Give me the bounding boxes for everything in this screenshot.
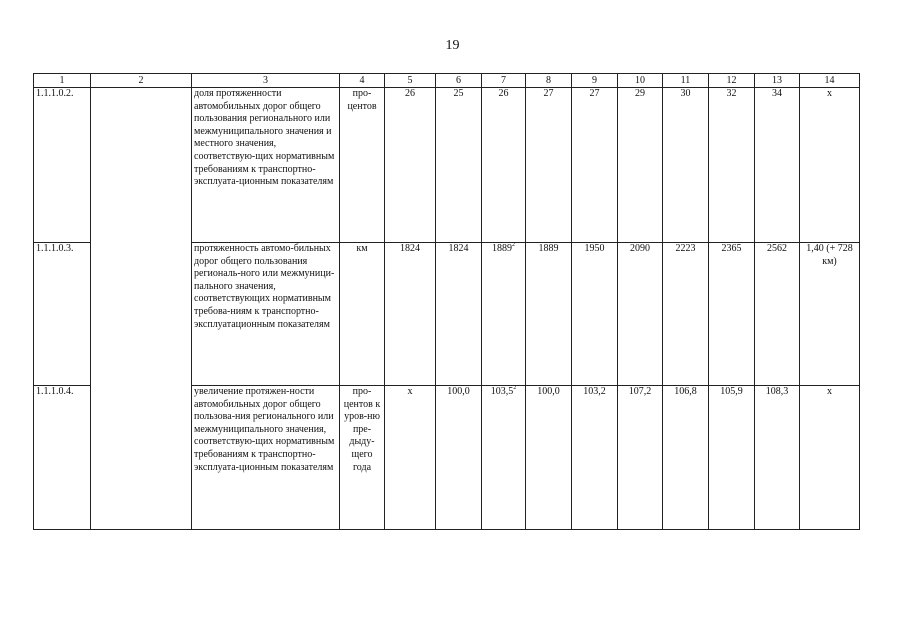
value-cell: 2562 bbox=[755, 243, 800, 386]
value-cell: 2223 bbox=[663, 243, 709, 386]
value-cell: 27 bbox=[572, 88, 618, 243]
header-cell: 8 bbox=[526, 74, 572, 88]
indicator-code: 1.1.1.0.2. bbox=[34, 88, 91, 243]
value-cell: 100,0 bbox=[436, 386, 482, 530]
table-row bbox=[34, 88, 860, 243]
header-cell: 5 bbox=[385, 74, 436, 88]
value-cell: 107,2 bbox=[618, 386, 663, 530]
header-cell: 11 bbox=[663, 74, 709, 88]
value-cell: 26 bbox=[385, 88, 436, 243]
indicator-unit: про-центов к уров-ню пре-дыду-щего года bbox=[340, 386, 385, 530]
indicator-table bbox=[33, 73, 860, 530]
value-cell: 108,3 bbox=[755, 386, 800, 530]
value-cell: 103,2 bbox=[572, 386, 618, 530]
header-cell: 12 bbox=[709, 74, 755, 88]
indicator-unit: про-центов bbox=[340, 88, 385, 243]
indicator-description: доля протяженности автомобильных дорог общего пользования регионального или межмуниципального значения и местного значения, соответствую-щих нормативным требованиям к транспортно-эксплуата-ционным показателям bbox=[192, 88, 340, 243]
value-cell: 1950 bbox=[572, 243, 618, 386]
header-cell: 1 bbox=[34, 74, 91, 88]
value-cell bbox=[482, 243, 526, 386]
indicator-code: 1.1.1.0.3. bbox=[34, 243, 91, 386]
value-cell: х bbox=[385, 386, 436, 530]
value-cell: 27 bbox=[526, 88, 572, 243]
value-cell: 26 bbox=[482, 88, 526, 243]
total-cell: 1,40 (+ 728 км) bbox=[800, 243, 860, 386]
footnote-mark: 2 bbox=[512, 242, 515, 248]
total-cell: х bbox=[800, 88, 860, 243]
empty-column-2 bbox=[91, 88, 192, 530]
header-cell: 10 bbox=[618, 74, 663, 88]
header-cell: 7 bbox=[482, 74, 526, 88]
value-cell: 30 bbox=[663, 88, 709, 243]
header-cell: 2 bbox=[91, 74, 192, 88]
value-cell: 100,0 bbox=[526, 386, 572, 530]
value-cell bbox=[482, 386, 526, 530]
header-cell: 3 bbox=[192, 74, 340, 88]
value-cell: 1824 bbox=[385, 243, 436, 386]
value-cell: 106,8 bbox=[663, 386, 709, 530]
header-cell: 4 bbox=[340, 74, 385, 88]
header-row bbox=[34, 74, 860, 88]
indicator-code: 1.1.1.0.4. bbox=[34, 386, 91, 530]
page-number: 19 bbox=[445, 38, 460, 53]
value-cell: 2090 bbox=[618, 243, 663, 386]
value-text: 1889 bbox=[492, 243, 512, 254]
value-cell: 2365 bbox=[709, 243, 755, 386]
value-cell: 25 bbox=[436, 88, 482, 243]
indicator-description: протяженность автомо-бильных дорог общего пользования региональ-ного или межмуници-пального значения, соответствующих нормативным требова-ниям к транспортно-эксплуатационным показателям bbox=[192, 243, 340, 386]
value-cell: 1889 bbox=[526, 243, 572, 386]
indicator-unit: км bbox=[340, 243, 385, 386]
indicator-description: увеличение протяжен-ности автомобильных дорог общего пользова-ния регионального или межмуниципального значения, соответствую-щих нормативным требованиям к транспортно-эксплуата-ционным показателям bbox=[192, 386, 340, 530]
value-cell: 1824 bbox=[436, 243, 482, 386]
header-cell: 9 bbox=[572, 74, 618, 88]
header-cell: 6 bbox=[436, 74, 482, 88]
header-cell: 13 bbox=[755, 74, 800, 88]
value-cell: 105,9 bbox=[709, 386, 755, 530]
footnote-mark: 2 bbox=[513, 385, 517, 391]
value-cell: 29 bbox=[618, 88, 663, 243]
total-cell: х bbox=[800, 386, 860, 530]
value-cell: 32 bbox=[709, 88, 755, 243]
value-cell: 34 bbox=[755, 88, 800, 243]
header-cell: 14 bbox=[800, 74, 860, 88]
value-text: 103,5 bbox=[490, 386, 514, 397]
